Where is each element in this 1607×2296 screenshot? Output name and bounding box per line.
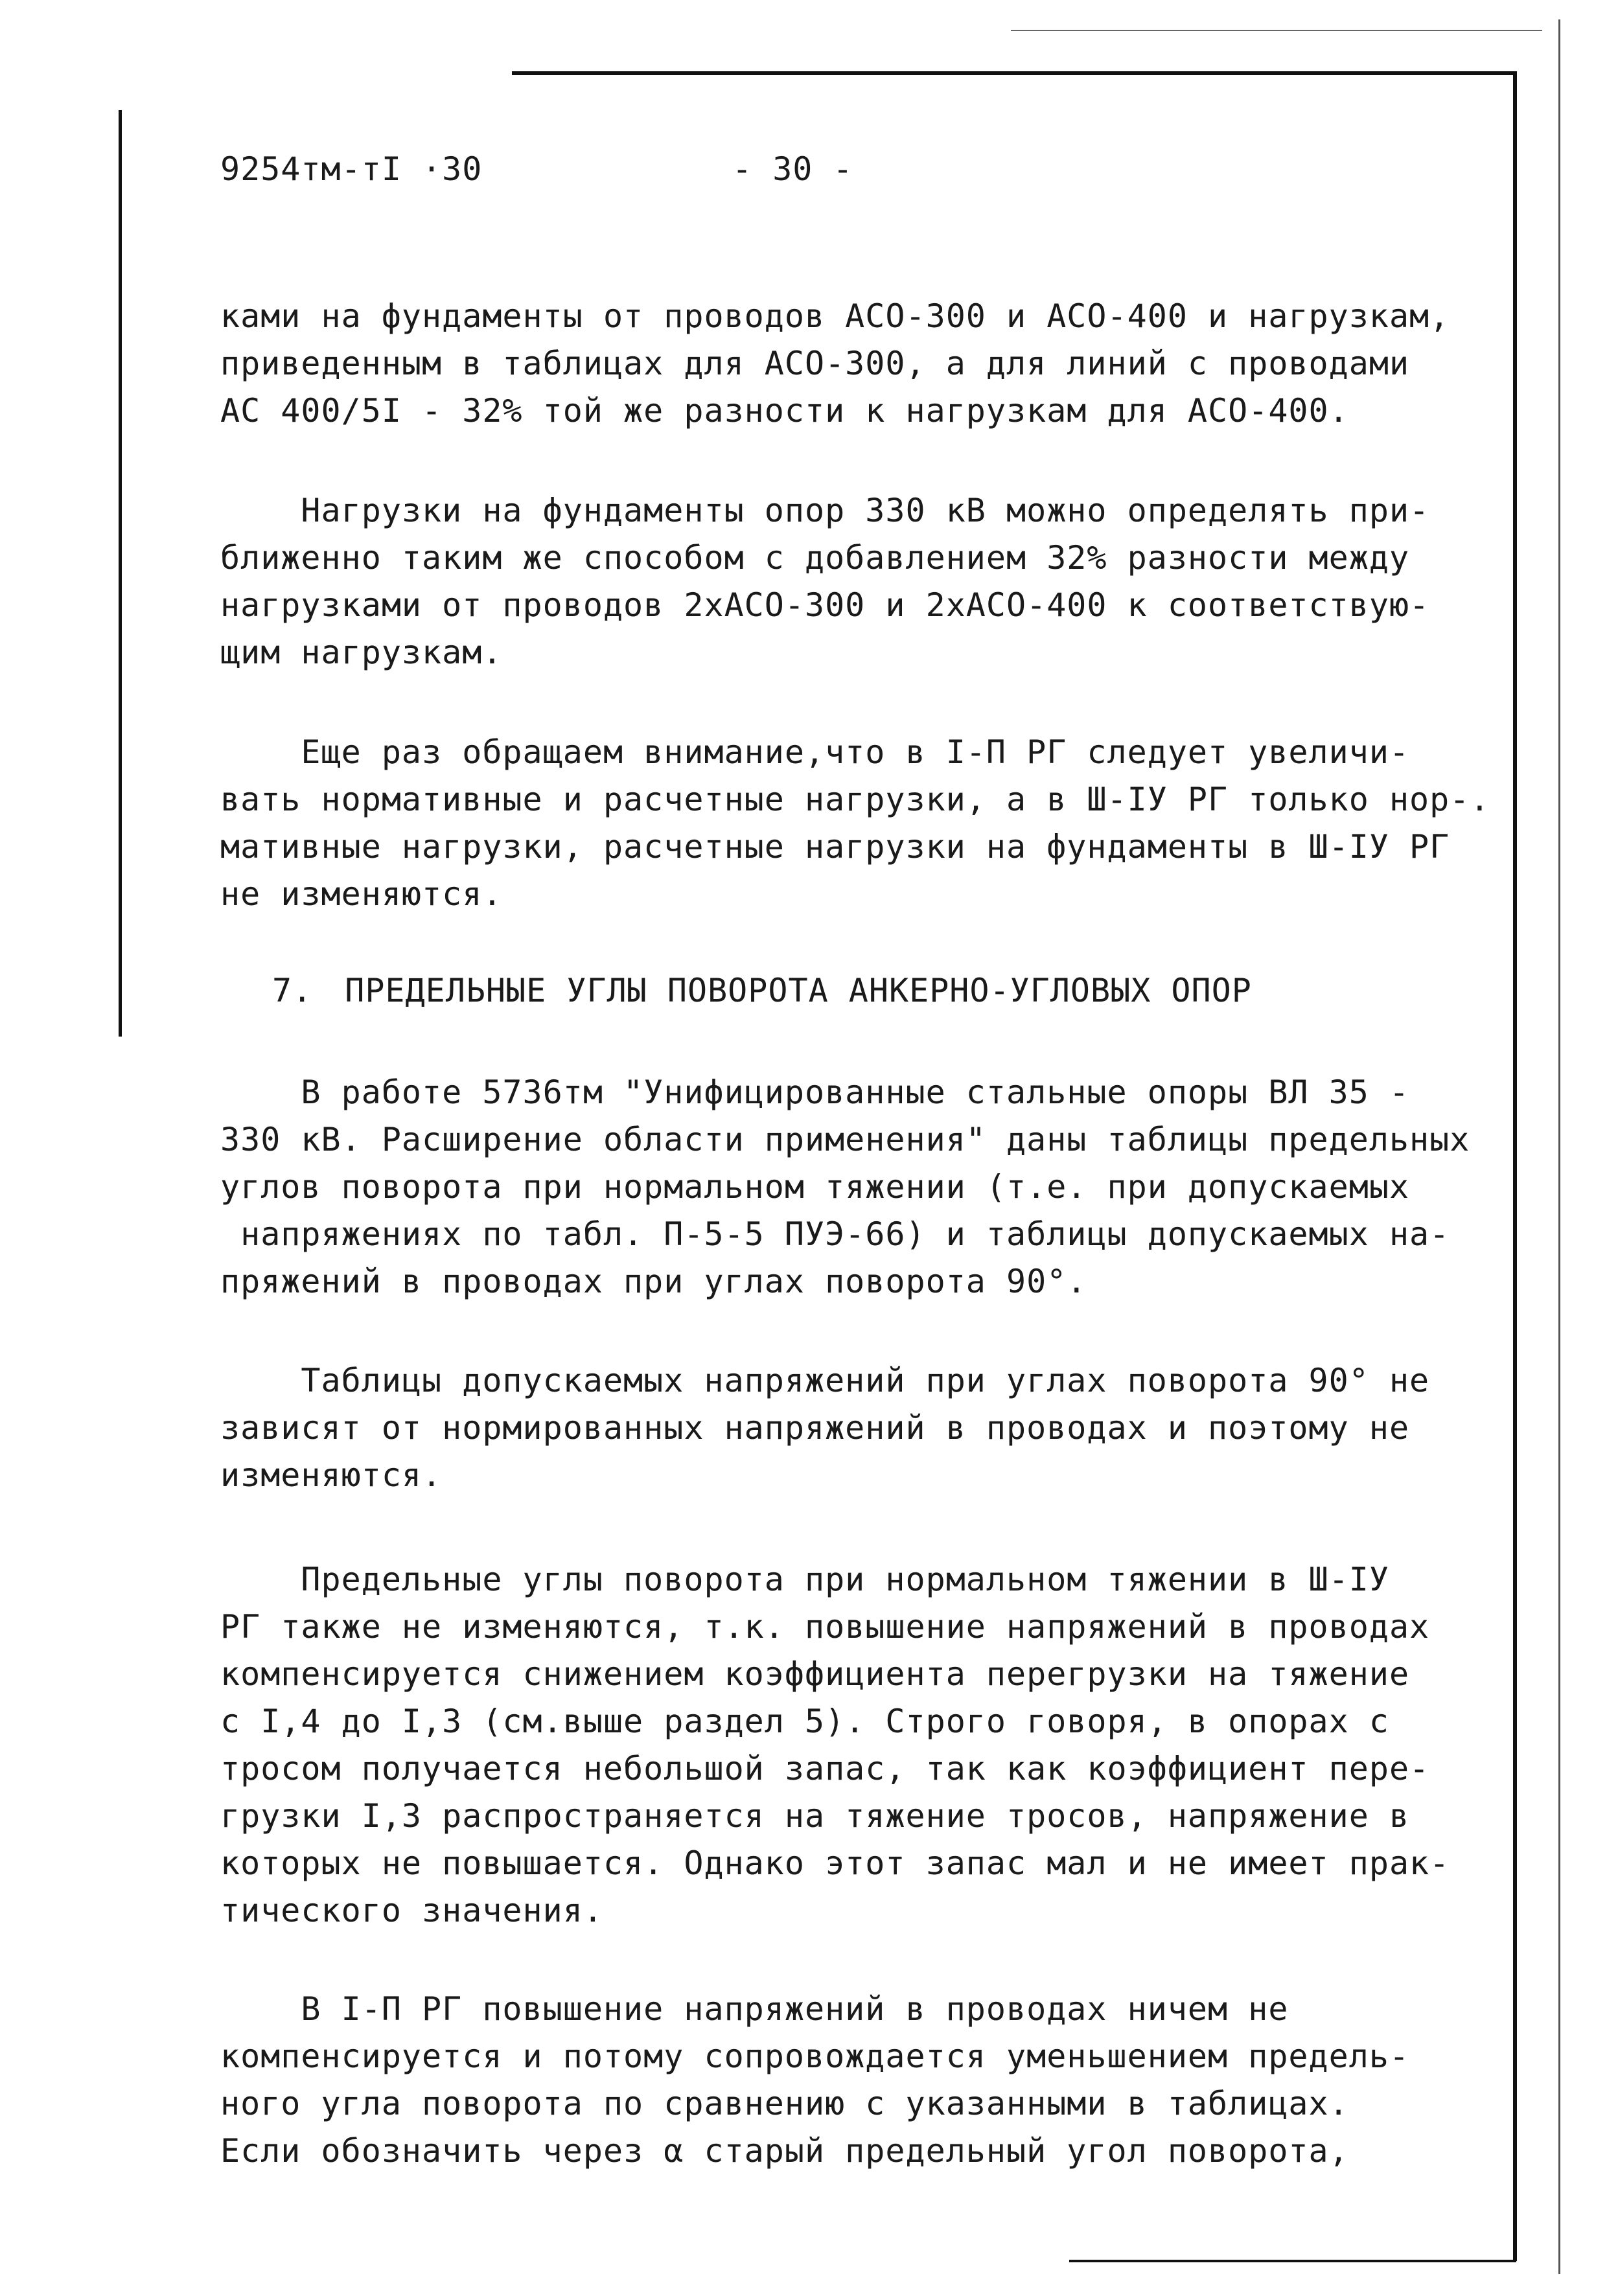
paragraph-line: Нагрузки на фундаменты опор 330 кВ можно определять при- — [220, 492, 1430, 529]
paragraph-line: углов поворота при нормальном тяжении (т.е. при допускаемых — [220, 1168, 1410, 1206]
frame-left-line — [119, 110, 122, 1037]
paragraph-line: приведенным в таблицах для АСО-300, а для линий с проводами — [220, 345, 1410, 382]
frame-bottom-line — [1069, 2260, 1516, 2262]
paragraph-line: АС 400/5I - 32% той же разности к нагрузкам для АСО-400. — [220, 392, 1349, 430]
paragraph-line: Еще раз обращаем внимание,что в I-П РГ следует увеличи- — [220, 733, 1410, 771]
paragraph-line: вать нормативные и расчетные нагрузки, а в Ш-IУ РГ только нор-. — [220, 781, 1490, 818]
frame-top-line — [512, 71, 1516, 75]
paragraph-line: пряжений в проводах при углах поворота 90°. — [220, 1263, 1087, 1300]
paragraph-line: ками на фундаменты от проводов АСО-300 и АСО-400 и нагрузкам, — [220, 297, 1450, 335]
document-code: 9254тм-тI ·30 — [220, 150, 483, 188]
section-title: ПРЕДЕЛЬНЫЕ УГЛЫ ПОВОРОТА АНКЕРНО-УГЛОВЫХ ОПОР — [345, 972, 1252, 1009]
paragraph-line: напряжениях по табл. П-5-5 ПУЭ-66) и таблицы допускаемых на- — [220, 1215, 1450, 1253]
page-number: - 30 - — [732, 150, 853, 188]
paragraph-line: тросом получается небольшой запас, так как коэффициент пере- — [220, 1750, 1430, 1787]
frame-right-outer-line — [1558, 19, 1560, 2274]
paragraph-line: нагрузками от проводов 2хАСО-300 и 2хАСО-400 к соответствую- — [220, 586, 1430, 624]
paragraph-line: Предельные углы поворота при нормальном тяжении в Ш-IУ — [220, 1561, 1389, 1598]
paragraph-line: с I,4 до I,3 (см.выше раздел 5). Строго говоря, в опорах с — [220, 1703, 1389, 1740]
paragraph-line: В I-П РГ повышение напряжений в проводах ничем не — [220, 1990, 1289, 2028]
paragraph-6 — [220, 1556, 1450, 1934]
paragraph-line: которых не повышается. Однако этот запас мал и не имеет прак- — [220, 1844, 1450, 1882]
paragraph-line: ного угла поворота по сравнению с указанными в таблицах. — [220, 2085, 1349, 2122]
paragraph-2 — [220, 487, 1430, 676]
frame-right-line — [1513, 71, 1517, 2261]
paragraph-line: 330 кВ. Расширение области применения" даны таблицы предельных — [220, 1121, 1470, 1158]
paragraph-line: не изменяются. — [220, 875, 503, 913]
section-number: 7. — [272, 972, 313, 1009]
paragraph-line: ближенно таким же способом с добавлением 32% разности между — [220, 539, 1410, 577]
paragraph-line: Если обозначить через α старый предельный угол поворота, — [220, 2132, 1349, 2170]
paragraph-line: компенсируется снижением коэффициента перегрузки на тяжение — [220, 1655, 1410, 1693]
paragraph-4 — [220, 1069, 1470, 1305]
paragraph-1 — [220, 293, 1450, 435]
paragraph-7 — [220, 1986, 1419, 2175]
paragraph-line: зависят от нормированных напряжений в проводах и поэтому не — [220, 1409, 1410, 1447]
paragraph-line: мативные нагрузки, расчетные нагрузки на фундаменты в Ш-IУ РГ — [220, 828, 1450, 866]
paragraph-3 — [220, 729, 1490, 918]
paragraph-line: грузки I,3 распространяется на тяжение тросов, напряжение в — [220, 1797, 1410, 1835]
paragraph-line: изменяются. — [220, 1456, 443, 1494]
frame-top-short-line — [1011, 30, 1542, 31]
paragraph-5 — [220, 1357, 1430, 1499]
paragraph-line: Таблицы допускаемых напряжений при углах поворота 90° не — [220, 1362, 1430, 1399]
paragraph-line: РГ также не изменяются, т.к. повышение напряжений в проводах — [220, 1608, 1430, 1646]
paragraph-line: тического значения. — [220, 1892, 603, 1929]
paragraph-line: щим нагрузкам. — [220, 634, 503, 671]
paragraph-line: В работе 5736тм "Унифицированные стальные опоры ВЛ 35 - — [220, 1073, 1410, 1111]
paragraph-line: компенсируется и потому сопровождается уменьшением предель- — [220, 2038, 1410, 2075]
section-heading — [272, 972, 1252, 1009]
